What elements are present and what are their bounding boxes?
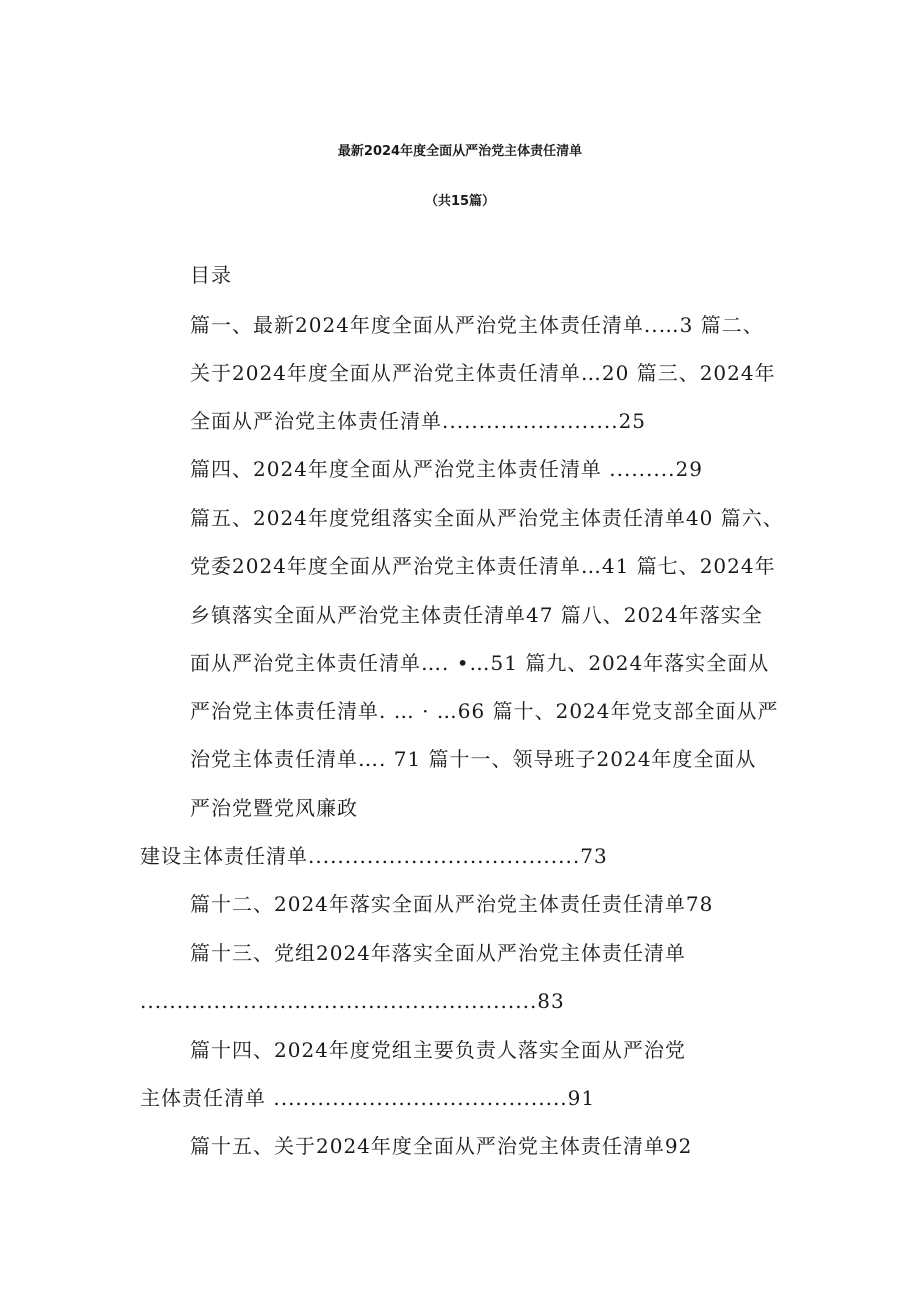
toc-line: 篇十五、关于2024年度全面从严治党主体责任清单92 xyxy=(190,1134,693,1158)
toc-line: 乡镇落实全面从严治党主体责任清单47 篇八、2024年落实全 xyxy=(190,603,763,627)
toc-line: 面从严治党主体责任清单…. •…51 篇九、2024年落实全面从 xyxy=(190,651,770,675)
toc-line: 治党主体责任清单…. 71 篇十一、领导班子2024年度全面从 xyxy=(190,747,757,771)
toc-line: 篇一、最新2024年度全面从严治党主体责任清单..…3 篇二、 xyxy=(190,313,764,337)
toc-line: 全面从严治党主体责任清单........................25 xyxy=(190,409,647,433)
document-subtitle: （共15篇） xyxy=(424,194,496,209)
toc-heading: 目录 xyxy=(190,263,232,287)
toc-line: 严治党暨党风廉政 xyxy=(190,796,358,820)
document-title: 最新2024年度全面从严治党主体责任清单 xyxy=(337,144,583,159)
toc-line: 主体责任清单 ........................................91 xyxy=(140,1086,596,1110)
toc-line: 篇四、2024年度全面从严治党主体责任清单 .........29 xyxy=(190,457,703,481)
toc-line: 关于2024年度全面从严治党主体责任清单…20 篇三、2024年 xyxy=(190,361,776,385)
toc-line: 篇十四、2024年度党组主要负责人落实全面从严治党 xyxy=(190,1038,686,1062)
toc-line: 篇十三、党组2024年落实全面从严治党主体责任清单 xyxy=(190,941,686,965)
toc-line: 党委2024年度全面从严治党主体责任清单…41 篇七、2024年 xyxy=(190,554,776,578)
toc-line: 建设主体责任清单.....................................73 xyxy=(140,844,608,868)
toc-line: 篇五、2024年度党组落实全面从严治党主体责任清单40 篇六、 xyxy=(190,506,784,530)
toc-line: 严治党主体责任清单. … · …66 篇十、2024年党支部全面从严 xyxy=(190,699,779,723)
toc-line: ......................................................83 xyxy=(140,989,565,1013)
toc-line: 篇十二、2024年落实全面从严治党主体责任责任清单78 xyxy=(190,892,714,916)
